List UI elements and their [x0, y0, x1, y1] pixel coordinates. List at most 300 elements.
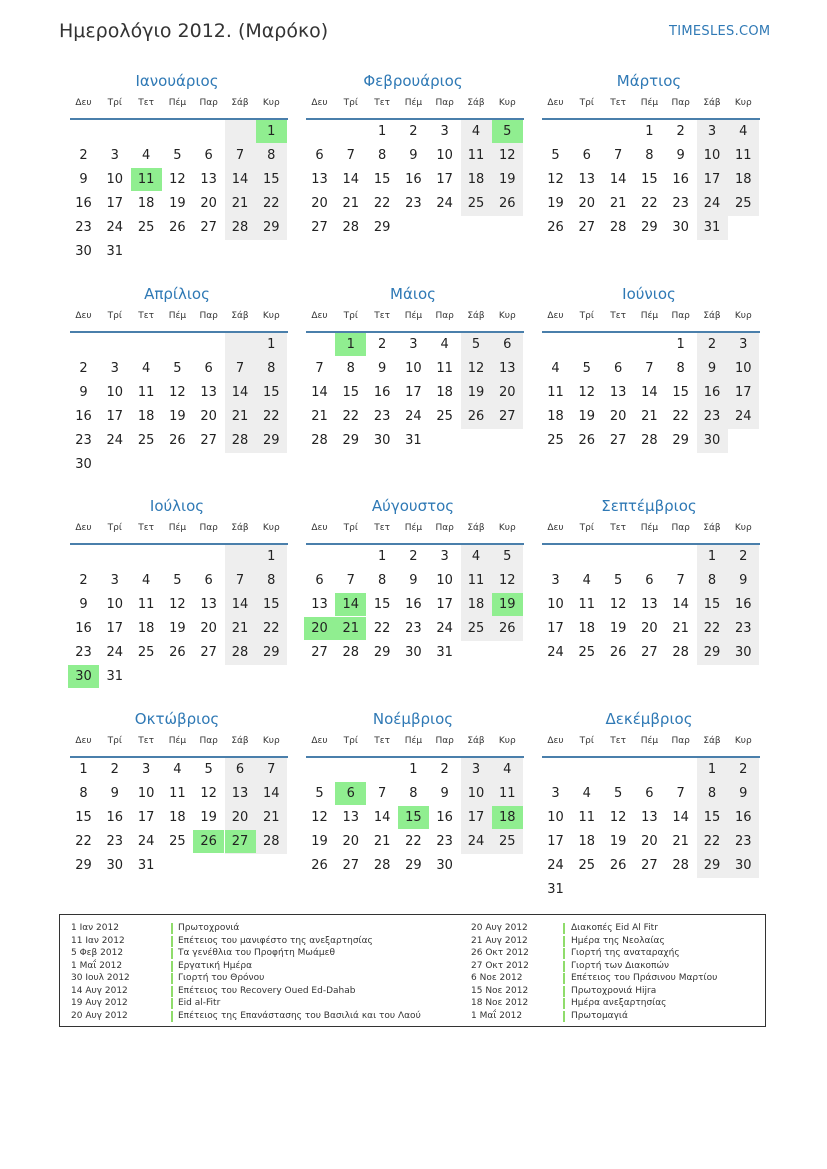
- holiday-date: 14 Αυγ 2012: [71, 985, 128, 996]
- day-cell: 25: [547, 433, 564, 448]
- day-cell: 10: [436, 148, 453, 163]
- holiday-day: 27: [225, 830, 256, 853]
- weekday-label: Τετ: [374, 736, 390, 746]
- day-cell: 20: [499, 385, 516, 400]
- day-cell: 30: [373, 433, 391, 448]
- day-cell: 29: [373, 645, 391, 660]
- day-cell: 31: [436, 645, 453, 660]
- day-cell: 21: [641, 409, 658, 424]
- day-cell: 29: [703, 858, 721, 873]
- weekday-label: Τετ: [374, 311, 390, 321]
- day-cell: 15: [703, 810, 721, 825]
- day-cell: 18: [735, 172, 752, 187]
- weekday-label: Τετ: [374, 523, 390, 533]
- weekday-label: Δευ: [75, 523, 92, 533]
- day-cell: 26: [169, 220, 186, 235]
- weekday-label: Δευ: [547, 523, 564, 533]
- month-title: Νοέμβριος: [372, 710, 454, 728]
- weekday-label: Κυρ: [734, 311, 752, 321]
- day-cell: 23: [75, 220, 92, 235]
- day-cell: 26: [609, 858, 627, 873]
- day-cell: 16: [106, 810, 124, 825]
- day-cell: 19: [169, 196, 186, 211]
- day-cell: 18: [547, 409, 564, 424]
- day-cell: 4: [503, 762, 512, 777]
- weekday-header: [306, 521, 524, 545]
- day-cell: 16: [405, 172, 422, 187]
- day-cell: 11: [547, 385, 564, 400]
- holiday-day: 19: [492, 593, 523, 616]
- day-cell: 12: [499, 573, 516, 588]
- day-cell: 6: [315, 573, 324, 588]
- holiday-name: Επέτειος του Πράσινου Μαρτίου: [571, 973, 718, 983]
- holiday-date: 1 Ιαν 2012: [71, 923, 119, 933]
- holiday-day: 11: [131, 168, 162, 191]
- day-cell: 11: [467, 148, 485, 163]
- day-cell: 11: [436, 361, 453, 376]
- day-cell: 26: [499, 196, 516, 211]
- day-cell: 10: [467, 786, 485, 801]
- day-cell: 17: [106, 621, 124, 636]
- day-cell: 21: [342, 196, 360, 211]
- weekday-label: Παρ: [199, 523, 218, 533]
- weekday-label: Παρ: [671, 736, 690, 746]
- day-cell: 1: [707, 762, 717, 777]
- day-cell: 9: [79, 172, 88, 187]
- holiday-name: Διακοπές Eid Al Fitr: [571, 923, 658, 933]
- day-cell: 3: [409, 337, 418, 352]
- weekday-label: Τετ: [138, 736, 154, 746]
- day-cell: 28: [311, 433, 328, 448]
- weekday-label: Σάβ: [467, 736, 485, 746]
- day-cell: 19: [609, 621, 627, 636]
- day-cell: 3: [110, 361, 119, 376]
- month-title: Ιούνιος: [622, 285, 676, 303]
- holiday-marker: [563, 948, 565, 959]
- day-cell: 1: [267, 337, 276, 352]
- month-title: Μάιος: [390, 285, 436, 303]
- day-cell: 25: [578, 645, 596, 660]
- day-cell: 21: [263, 810, 280, 825]
- day-cell: 12: [311, 810, 328, 825]
- day-cell: 30: [735, 645, 752, 660]
- holiday-day: 20: [304, 617, 335, 640]
- weekday-label: Πέμ: [404, 523, 423, 533]
- weekday-label: Κυρ: [262, 523, 280, 533]
- day-cell: 15: [263, 172, 280, 187]
- day-cell: 23: [405, 196, 422, 211]
- weekday-label: Πέμ: [168, 311, 187, 321]
- holiday-marker: [171, 961, 173, 972]
- day-cell: 10: [106, 172, 124, 187]
- day-cell: 15: [703, 597, 721, 612]
- holiday-marker: [563, 961, 565, 972]
- day-cell: 24: [106, 645, 124, 660]
- day-cell: 19: [609, 834, 627, 849]
- day-cell: 8: [707, 573, 717, 588]
- day-cell: 26: [169, 645, 186, 660]
- holiday-name: Πρωτοχρονιά Hijra: [571, 985, 657, 996]
- day-cell: 19: [169, 409, 186, 424]
- weekday-label: Τετ: [138, 311, 154, 321]
- day-cell: 14: [641, 385, 658, 400]
- day-cell: 15: [373, 597, 391, 612]
- day-cell: 22: [342, 409, 360, 424]
- day-cell: 24: [547, 645, 564, 660]
- month-title: Ιανουάριος: [135, 72, 219, 90]
- day-cell: 15: [75, 810, 92, 825]
- holiday-day: 21: [335, 617, 366, 640]
- day-cell: 2: [409, 124, 418, 139]
- day-cell: 15: [263, 385, 280, 400]
- day-cell: 1: [707, 549, 717, 564]
- day-cell: 10: [106, 597, 124, 612]
- weekday-label: Πέμ: [168, 736, 187, 746]
- day-cell: 4: [141, 361, 151, 376]
- day-cell: 25: [499, 834, 516, 849]
- day-cell: 16: [75, 196, 92, 211]
- day-cell: 8: [645, 148, 654, 163]
- weekday-header: [542, 309, 760, 333]
- holiday-date: 5 Φεβ 2012: [71, 948, 124, 958]
- day-cell: 22: [641, 196, 658, 211]
- day-cell: 6: [613, 361, 623, 376]
- weekday-label: Σάβ: [703, 523, 721, 533]
- day-cell: 7: [613, 148, 623, 163]
- day-cell: 27: [342, 858, 360, 873]
- weekday-header: [70, 521, 288, 545]
- day-cell: 6: [204, 361, 213, 376]
- holiday-day: 1: [256, 120, 287, 143]
- holiday-date: 26 Οκτ 2012: [471, 948, 529, 958]
- weekday-label: Παρ: [435, 736, 454, 746]
- day-cell: 19: [499, 172, 516, 187]
- day-cell: 7: [676, 573, 685, 588]
- day-cell: 6: [645, 573, 654, 588]
- day-cell: 11: [735, 148, 752, 163]
- day-cell: 1: [377, 549, 387, 564]
- day-cell: 20: [641, 834, 658, 849]
- month-title: Αύγουστος: [371, 497, 455, 515]
- day-cell: 2: [739, 549, 748, 564]
- day-cell: 21: [609, 196, 627, 211]
- day-cell: 1: [377, 124, 387, 139]
- day-cell: 12: [609, 810, 627, 825]
- day-cell: 22: [672, 409, 689, 424]
- weekday-label: Κυρ: [498, 98, 516, 108]
- day-cell: 9: [739, 573, 748, 588]
- day-cell: 22: [703, 834, 721, 849]
- day-cell: 7: [235, 148, 245, 163]
- day-cell: 13: [311, 172, 328, 187]
- day-cell: 13: [342, 810, 360, 825]
- day-cell: 21: [373, 834, 391, 849]
- weekday-header: [542, 521, 760, 545]
- day-cell: 7: [346, 148, 355, 163]
- day-cell: 16: [75, 409, 92, 424]
- weekday-label: Δευ: [75, 311, 92, 321]
- day-cell: 12: [169, 172, 186, 187]
- day-cell: 14: [231, 597, 249, 612]
- weekday-label: Πέμ: [404, 736, 423, 746]
- day-cell: 18: [137, 621, 155, 636]
- day-cell: 9: [377, 361, 387, 376]
- day-cell: 17: [106, 409, 124, 424]
- day-cell: 17: [137, 810, 155, 825]
- weekday-label: Κυρ: [262, 98, 280, 108]
- holiday-name: Eid al-Fitr: [178, 998, 221, 1008]
- day-cell: 12: [169, 385, 186, 400]
- day-cell: 19: [547, 196, 564, 211]
- day-cell: 25: [137, 220, 155, 235]
- day-cell: 9: [79, 385, 88, 400]
- day-cell: 29: [405, 858, 422, 873]
- day-cell: 13: [641, 810, 658, 825]
- day-cell: 10: [436, 573, 453, 588]
- day-cell: 26: [169, 433, 186, 448]
- day-cell: 27: [578, 220, 596, 235]
- weekday-label: Τετ: [610, 736, 626, 746]
- day-cell: 3: [551, 573, 560, 588]
- day-cell: 8: [346, 361, 355, 376]
- weekday-label: Σάβ: [231, 311, 249, 321]
- weekday-label: Κυρ: [734, 736, 752, 746]
- day-cell: 23: [735, 621, 752, 636]
- day-cell: 11: [467, 573, 485, 588]
- day-cell: 28: [609, 220, 627, 235]
- day-cell: 28: [342, 220, 360, 235]
- weekday-label: Τετ: [138, 98, 154, 108]
- day-cell: 31: [106, 244, 124, 259]
- day-cell: 18: [169, 810, 186, 825]
- weekday-label: Σάβ: [703, 311, 721, 321]
- day-cell: 3: [707, 124, 717, 139]
- day-cell: 14: [373, 810, 391, 825]
- day-cell: 7: [315, 361, 324, 376]
- day-cell: 21: [231, 409, 249, 424]
- day-cell: 23: [735, 834, 752, 849]
- day-cell: 2: [377, 337, 387, 352]
- day-cell: 14: [311, 385, 328, 400]
- day-cell: 24: [467, 834, 485, 849]
- day-cell: 4: [739, 124, 748, 139]
- month-title: Σεπτέμβριος: [601, 497, 697, 515]
- day-cell: 12: [578, 385, 596, 400]
- day-cell: 4: [141, 573, 151, 588]
- day-cell: 27: [200, 645, 217, 660]
- weekday-label: Σάβ: [467, 98, 485, 108]
- weekday-label: Τετ: [610, 98, 626, 108]
- day-cell: 23: [106, 834, 124, 849]
- day-cell: 22: [263, 196, 280, 211]
- month-title: Μάρτιος: [616, 72, 682, 90]
- holiday-marker: [171, 973, 173, 984]
- day-cell: 22: [405, 834, 422, 849]
- day-cell: 23: [75, 433, 92, 448]
- day-cell: 7: [377, 786, 387, 801]
- day-cell: 5: [173, 148, 182, 163]
- day-cell: 19: [311, 834, 328, 849]
- weekday-label: Σάβ: [703, 98, 721, 108]
- day-cell: 11: [169, 786, 186, 801]
- day-cell: 4: [471, 124, 481, 139]
- day-cell: 20: [231, 810, 249, 825]
- day-cell: 21: [231, 196, 249, 211]
- day-cell: 16: [75, 621, 92, 636]
- weekday-label: Δευ: [311, 311, 328, 321]
- holiday-date: 18 Νοε 2012: [471, 998, 529, 1008]
- day-cell: 11: [499, 786, 516, 801]
- weekday-label: Τρί: [343, 311, 358, 321]
- day-cell: 24: [106, 433, 124, 448]
- day-cell: 9: [79, 597, 88, 612]
- holiday-name: Τα γενέθλια του Προφήτη Μωάμεθ: [178, 948, 335, 958]
- weekday-label: Πέμ: [640, 736, 659, 746]
- day-cell: 31: [106, 669, 124, 684]
- holiday-name: Πρωτοχρονιά: [178, 923, 240, 933]
- weekday-header: [542, 734, 760, 758]
- day-cell: 30: [75, 457, 92, 472]
- day-cell: 29: [672, 433, 689, 448]
- day-cell: 19: [578, 409, 596, 424]
- day-cell: 16: [405, 597, 422, 612]
- day-cell: 1: [645, 124, 654, 139]
- holiday-marker: [563, 936, 565, 947]
- day-cell: 18: [137, 409, 155, 424]
- weekday-header: [70, 734, 288, 758]
- day-cell: 20: [200, 621, 217, 636]
- day-cell: 1: [79, 762, 88, 777]
- day-cell: 2: [409, 549, 418, 564]
- day-cell: 13: [499, 361, 516, 376]
- day-cell: 17: [436, 597, 453, 612]
- day-cell: 25: [467, 621, 485, 636]
- day-cell: 5: [503, 549, 512, 564]
- weekday-label: Τρί: [107, 523, 122, 533]
- day-cell: 9: [440, 786, 449, 801]
- holiday-marker: [171, 1011, 173, 1022]
- holiday-date: 15 Νοε 2012: [471, 985, 529, 996]
- weekday-label: Κυρ: [498, 736, 516, 746]
- weekday-label: Τρί: [343, 523, 358, 533]
- holiday-name: Γιορτή των Διακοπών: [571, 960, 670, 971]
- day-cell: 16: [672, 172, 689, 187]
- day-cell: 29: [263, 433, 280, 448]
- day-cell: 4: [141, 148, 151, 163]
- day-cell: 15: [342, 385, 360, 400]
- day-cell: 4: [582, 786, 591, 801]
- weekday-label: Κυρ: [498, 311, 516, 321]
- weekday-label: Πέμ: [168, 98, 187, 108]
- day-cell: 9: [676, 148, 685, 163]
- day-cell: 30: [735, 858, 752, 873]
- day-cell: 6: [582, 148, 591, 163]
- day-cell: 30: [672, 220, 689, 235]
- weekday-header: [306, 96, 524, 120]
- day-cell: 15: [263, 597, 280, 612]
- weekday-label: Παρ: [199, 736, 218, 746]
- day-cell: 11: [578, 597, 596, 612]
- day-cell: 26: [499, 621, 516, 636]
- day-cell: 8: [707, 786, 717, 801]
- holiday-date: 20 Αυγ 2012: [71, 1010, 128, 1021]
- day-cell: 8: [267, 148, 276, 163]
- day-cell: 10: [735, 361, 752, 376]
- day-cell: 4: [551, 361, 560, 376]
- day-cell: 1: [676, 337, 685, 352]
- weekday-header: [306, 734, 524, 758]
- weekday-label: Δευ: [311, 736, 328, 746]
- day-cell: 9: [110, 786, 119, 801]
- day-cell: 4: [173, 762, 182, 777]
- weekday-label: Σάβ: [467, 523, 485, 533]
- weekday-label: Κυρ: [734, 98, 752, 108]
- day-cell: 23: [405, 621, 422, 636]
- day-cell: 14: [231, 385, 249, 400]
- day-cell: 10: [547, 597, 564, 612]
- day-cell: 13: [609, 385, 627, 400]
- day-cell: 8: [267, 361, 276, 376]
- day-cell: 29: [703, 645, 721, 660]
- weekday-label: Πέμ: [168, 523, 187, 533]
- day-cell: 16: [735, 810, 752, 825]
- holiday-marker: [171, 948, 173, 959]
- holiday-date: 1 Μαΐ 2012: [71, 960, 123, 971]
- weekday-label: Τρί: [107, 98, 122, 108]
- day-cell: 9: [739, 786, 748, 801]
- weekday-label: Δευ: [75, 736, 92, 746]
- day-cell: 23: [703, 409, 721, 424]
- day-cell: 1: [409, 762, 418, 777]
- day-cell: 4: [471, 549, 481, 564]
- weekday-label: Πέμ: [640, 311, 659, 321]
- weekday-label: Τρί: [343, 736, 358, 746]
- weekday-label: Δευ: [311, 523, 328, 533]
- weekday-label: Τρί: [107, 736, 122, 746]
- day-cell: 27: [311, 645, 328, 660]
- day-cell: 26: [609, 645, 627, 660]
- day-cell: 14: [609, 172, 627, 187]
- holiday-marker: [171, 923, 173, 934]
- day-cell: 26: [467, 409, 485, 424]
- day-cell: 17: [547, 834, 564, 849]
- month-title: Απρίλιος: [144, 285, 210, 303]
- day-cell: 13: [200, 597, 217, 612]
- day-cell: 13: [200, 172, 217, 187]
- holiday-day: 14: [335, 593, 366, 616]
- holiday-date: 30 Ιουλ 2012: [71, 973, 130, 983]
- weekday-label: Τετ: [610, 523, 626, 533]
- day-cell: 13: [311, 597, 328, 612]
- day-cell: 2: [739, 762, 748, 777]
- day-cell: 6: [204, 148, 213, 163]
- day-cell: 10: [137, 786, 155, 801]
- weekday-label: Τρί: [579, 98, 594, 108]
- weekday-label: Τετ: [610, 311, 626, 321]
- brand-logo[interactable]: TIMESLES.COM: [669, 24, 771, 39]
- weekday-label: Δευ: [547, 736, 564, 746]
- day-cell: 4: [440, 337, 449, 352]
- day-cell: 31: [405, 433, 422, 448]
- day-cell: 25: [137, 433, 155, 448]
- day-cell: 8: [377, 148, 387, 163]
- day-cell: 1: [267, 549, 276, 564]
- weekday-label: Σάβ: [231, 523, 249, 533]
- holiday-day: 5: [492, 120, 523, 143]
- day-cell: 12: [499, 148, 516, 163]
- day-cell: 26: [311, 858, 328, 873]
- day-cell: 2: [110, 762, 119, 777]
